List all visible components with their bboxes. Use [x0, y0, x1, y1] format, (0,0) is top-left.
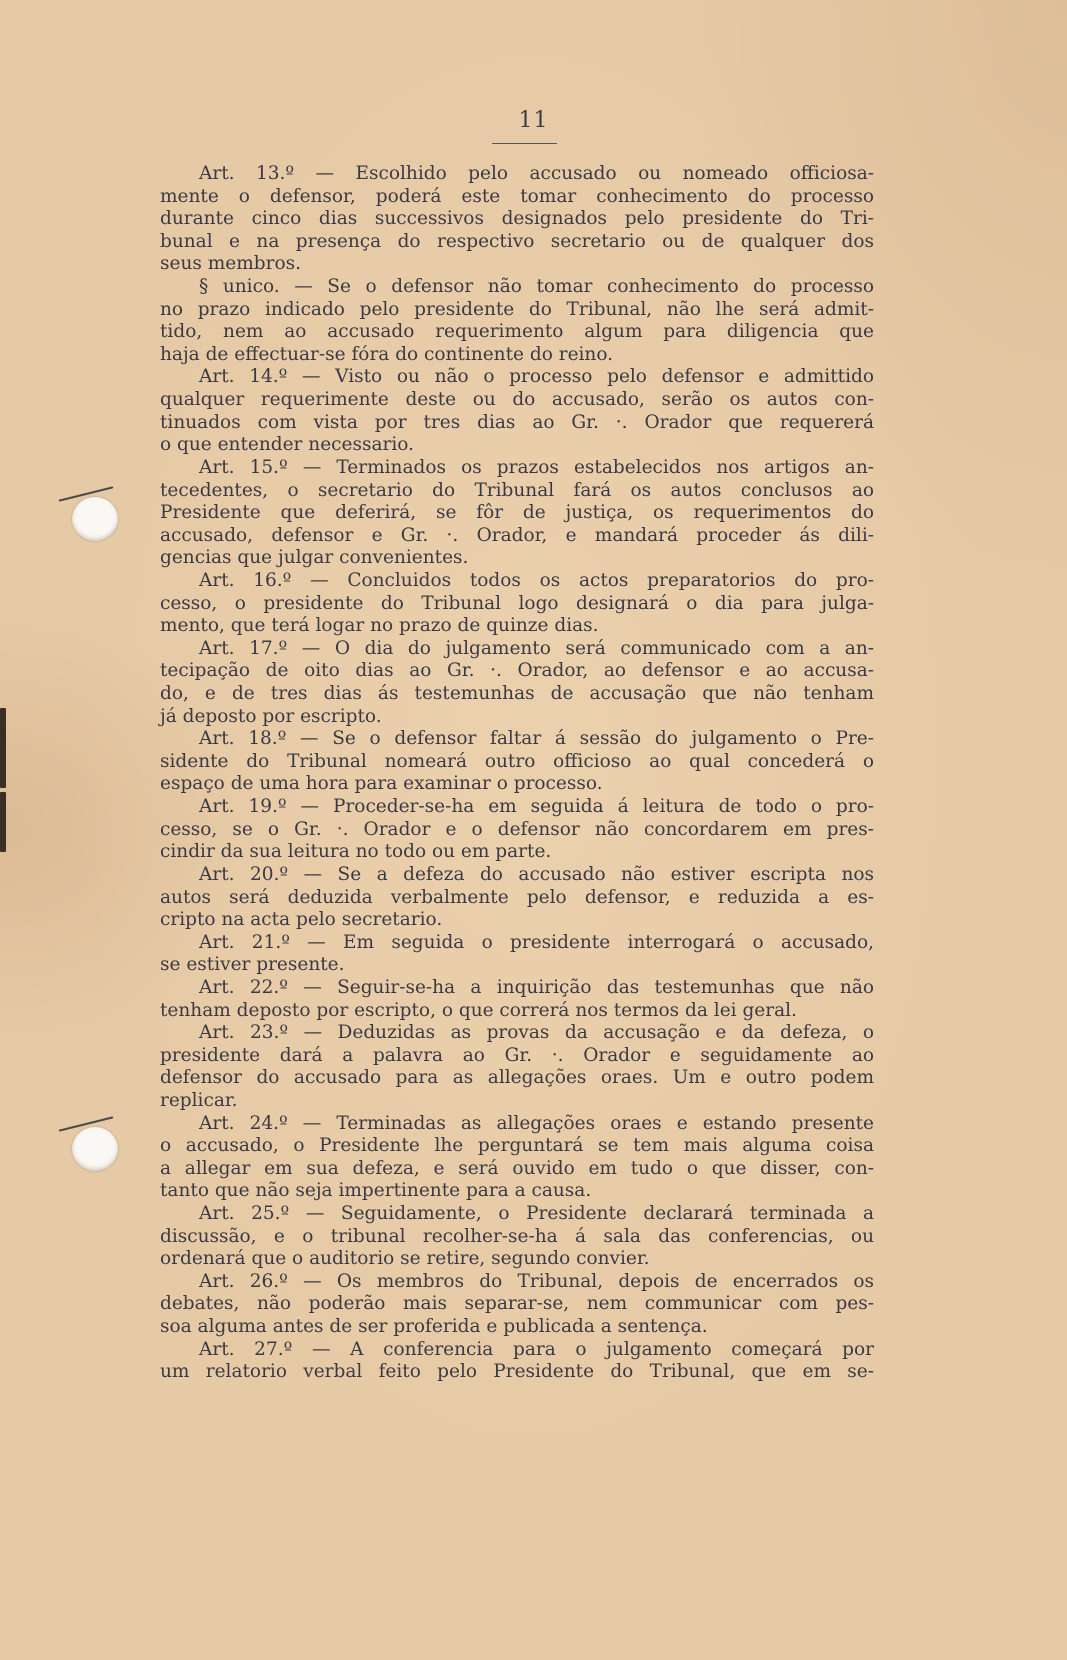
- text-line: mente o defensor, poderá este tomar conhecimento do processo: [160, 185, 874, 207]
- text-line: tecedentes, o secretario do Tribunal fará os autos conclusos ao: [160, 479, 874, 501]
- text-line: haja de effectuar-se fóra do continente do reino.: [160, 343, 614, 365]
- edge-mark-upper: [0, 708, 6, 788]
- punch-hole-bottom: [72, 1127, 118, 1171]
- text-line: o accusado, o Presidente lhe perguntará se tem mais alguma coisa: [160, 1135, 874, 1157]
- text-line: Art. 14.º — Visto ou não o processo pelo defensor e admittido: [199, 366, 874, 388]
- punch-hole-top: [72, 497, 118, 541]
- text-line: sidente do Tribunal nomeará outro officioso ao qual concederá o: [160, 750, 874, 772]
- text-line: Art. 20.º — Se a defeza do accusado não estiver escripta nos: [199, 863, 874, 885]
- text-line: Art. 24.º — Terminadas as allegações oraes e estando presente: [199, 1112, 874, 1134]
- text-line: replicar.: [160, 1089, 238, 1111]
- text-line: Art. 22.º — Seguir-se-ha a inquirição das testemunhas que não: [199, 976, 874, 998]
- text-line: debates, não poderão mais separar-se, nem communicar com pes-: [160, 1293, 874, 1315]
- text-line: um relatorio verbal feito pelo Presidente do Tribunal, que em se-: [160, 1361, 874, 1383]
- text-line: tinuados com vista por tres dias ao Gr. ·. Orador que requererá: [160, 411, 874, 433]
- text-line: a allegar em sua defeza, e será ouvido em tudo o que disser, con-: [160, 1157, 874, 1179]
- text-line: Art. 23.º — Deduzidas as provas da accusação e da defeza, o: [199, 1022, 874, 1044]
- text-line: tido, nem ao accusado requerimento algum para diligencia que: [160, 321, 874, 343]
- text-line: cesso, o presidente do Tribunal logo designará o dia para julga-: [160, 592, 874, 614]
- text-line: durante cinco dias successivos designados pelo presidente do Tri-: [160, 208, 874, 230]
- text-line: § unico. — Se o defensor não tomar conhecimento do processo: [199, 276, 874, 298]
- text-line: Art. 13.º — Escolhido pelo accusado ou nomeado officiosa-: [199, 163, 874, 184]
- text-line: cesso, se o Gr. ·. Orador e o defensor não concordarem em pres-: [160, 818, 874, 840]
- document-body: [160, 163, 874, 1384]
- text-line: ordenará que o auditorio se retire, segundo convier.: [160, 1248, 650, 1270]
- text-line: Art. 26.º — Os membros do Tribunal, depois de encerrados os: [199, 1270, 874, 1292]
- text-line: Art. 18.º — Se o defensor faltar á sessão do julgamento o Pre-: [199, 728, 874, 750]
- text-line: defensor do accusado para as allegações oraes. Um e outro podem: [160, 1067, 874, 1089]
- text-line: já deposto por escripto.: [160, 705, 382, 727]
- text-line: bunal e na presença do respectivo secretario ou de qualquer dos: [160, 230, 874, 252]
- text-line: tanto que não seja impertinente para a causa.: [160, 1180, 592, 1202]
- text-line: Art. 27.º — A conferencia para o julgamento começará por: [199, 1338, 874, 1360]
- text-line: Art. 16.º — Concluidos todos os actos preparatorios do pro-: [199, 569, 874, 591]
- text-line: tenham deposto por escripto, o que correrá nos termos da lei geral.: [160, 999, 797, 1021]
- text-line: Presidente que deferirá, se fôr de justiça, os requerimentos do: [160, 502, 874, 524]
- text-line: presidente dará a palavra ao Gr. ·. Orador e seguidamente ao: [160, 1044, 874, 1066]
- text-line: Art. 21.º — Em seguida o presidente interrogará o accusado,: [199, 931, 874, 953]
- text-line: o que entender necessario.: [160, 434, 414, 456]
- text-line: Art. 25.º — Seguidamente, o Presidente declarará terminada a: [199, 1203, 874, 1225]
- text-line: se estiver presente.: [160, 954, 345, 976]
- text-line: autos será deduzida verbalmente pelo defensor, e reduzida a es-: [160, 886, 874, 908]
- header-rule: [492, 143, 557, 144]
- text-line: Art. 19.º — Proceder-se-ha em seguida á leitura de todo o pro-: [199, 796, 874, 818]
- text-line: seus membros.: [160, 253, 301, 275]
- edge-mark-lower: [0, 792, 6, 852]
- text-line: discussão, e o tribunal recolher-se-ha á sala das conferencias, ou: [160, 1225, 874, 1247]
- text-line: mento, que terá logar no prazo de quinze dias.: [160, 615, 599, 637]
- text-line: Art. 15.º — Terminados os prazos estabelecidos nos artigos an-: [199, 456, 874, 478]
- text-line: Art. 17.º — O dia do julgamento será communicado com a an-: [199, 637, 874, 659]
- text-line: tecipação de oito dias ao Gr. ·. Orador, ao defensor e ao accusa-: [160, 660, 874, 682]
- page-number: 11: [518, 108, 549, 133]
- text-line: no prazo indicado pelo presidente do Tribunal, não lhe será admit-: [160, 298, 874, 320]
- text-line: cripto na acta pelo secretario.: [160, 909, 443, 931]
- text-line: do, e de tres dias ás testemunhas de accusação que não tenham: [160, 683, 874, 705]
- text-line: espaço de uma hora para examinar o processo.: [160, 773, 603, 795]
- text-line: cindir da sua leitura no todo ou em parte.: [160, 841, 552, 863]
- text-line: accusado, defensor e Gr. ·. Orador, e mandará proceder ás dili-: [160, 524, 874, 546]
- text-line: soa alguma antes de ser proferida e publicada a sentença.: [160, 1316, 708, 1338]
- text-line: qualquer requerimente deste ou do accusado, serão os autos con-: [160, 389, 874, 411]
- text-line: gencias que julgar convenientes.: [160, 547, 469, 569]
